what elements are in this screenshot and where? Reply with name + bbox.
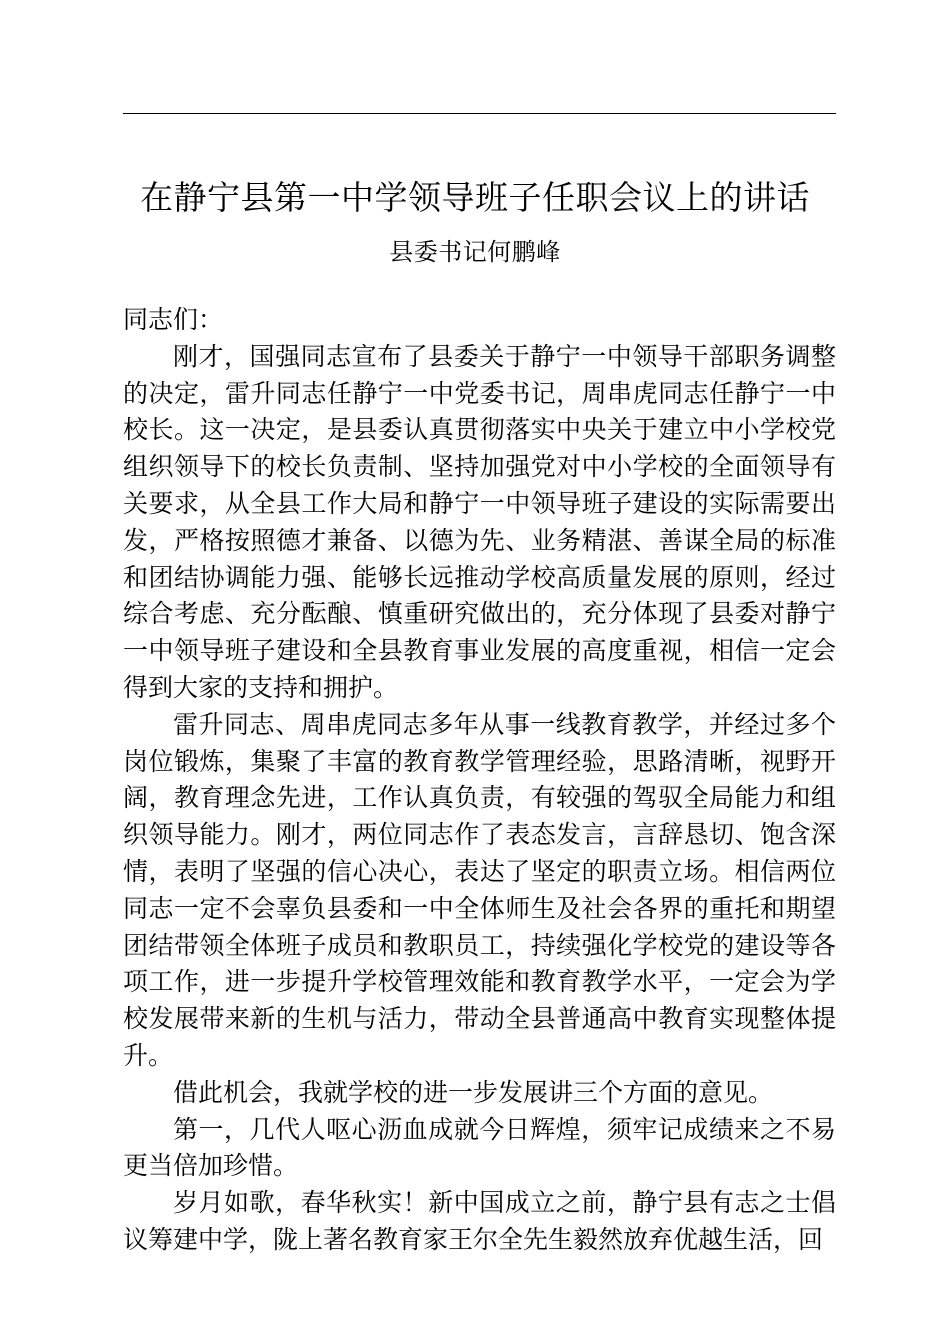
header-rule [123,113,836,114]
paragraph-3: 借此机会，我就学校的进一步发展讲三个方面的意见。 [173,1077,774,1107]
salutation: 同志们： [123,305,224,334]
document-body [123,302,836,1259]
paragraph-5: 岁月如歌，春华秋实！新中国成立之前，静宁县有志之士倡议筹建中学，陇上著名教育家王尔全先生毅然放弃优越生活，回 [123,1188,836,1254]
paragraph-4-heading: 第一，几代人呕心沥血成就今日辉煌，须牢记成绩来之不易更当倍加珍惜。 [123,1114,836,1181]
document-title: 在静宁县第一中学领导班子任职会议上的讲话 [140,178,810,217]
paragraph-2: 雷升同志、周串虎同志多年从事一线教育教学，并经过多个岗位锻炼，集聚了丰富的教育教学管理经验，思路清晰，视野开阔，教育理念先进，工作认真负责，有较强的驾驭全局能力和组织领导能力。刚才，两位同志作了表态发言，言辞恳切、饱含深情，表明了坚强的信心决心，表达了坚定的职责立场。相信两位同志一定不会辜负县委和一中全体师生及社会各界的重托和期望团结带领全体班子成员和教职员工，持续强化学校党的建设等各项工作，进一步提升学校管理效能和教育教学水平，一定会为学校发展带来新的生机与活力，带动全县普通高中教育实现整体提升。 [123,709,836,1070]
paragraph-1: 刚才，国强同志宣布了县委关于静宁一中领导干部职务调整的决定，雷升同志任静宁一中党委书记，周串虎同志任静宁一中校长。这一决定，是县委认真贯彻落实中央关于建立中小学校党组织领导下的校长负责制、坚持加强党对中小学校的全面领导有关要求，从全县工作大局和静宁一中领导班子建设的实际需要出发，严格按照德才兼备、以德为先、业务精湛、善谋全局的标准和团结协调能力强、能够长远推动学校高质量发展的原则，经过综合考虑、充分酝酿、慎重研究做出的，充分体现了县委对静宁一中领导班子建设和全县教育事业发展的高度重视，相信一定会得到大家的支持和拥护。 [123,341,836,702]
document-author: 县委书记何鹏峰 [389,238,561,266]
